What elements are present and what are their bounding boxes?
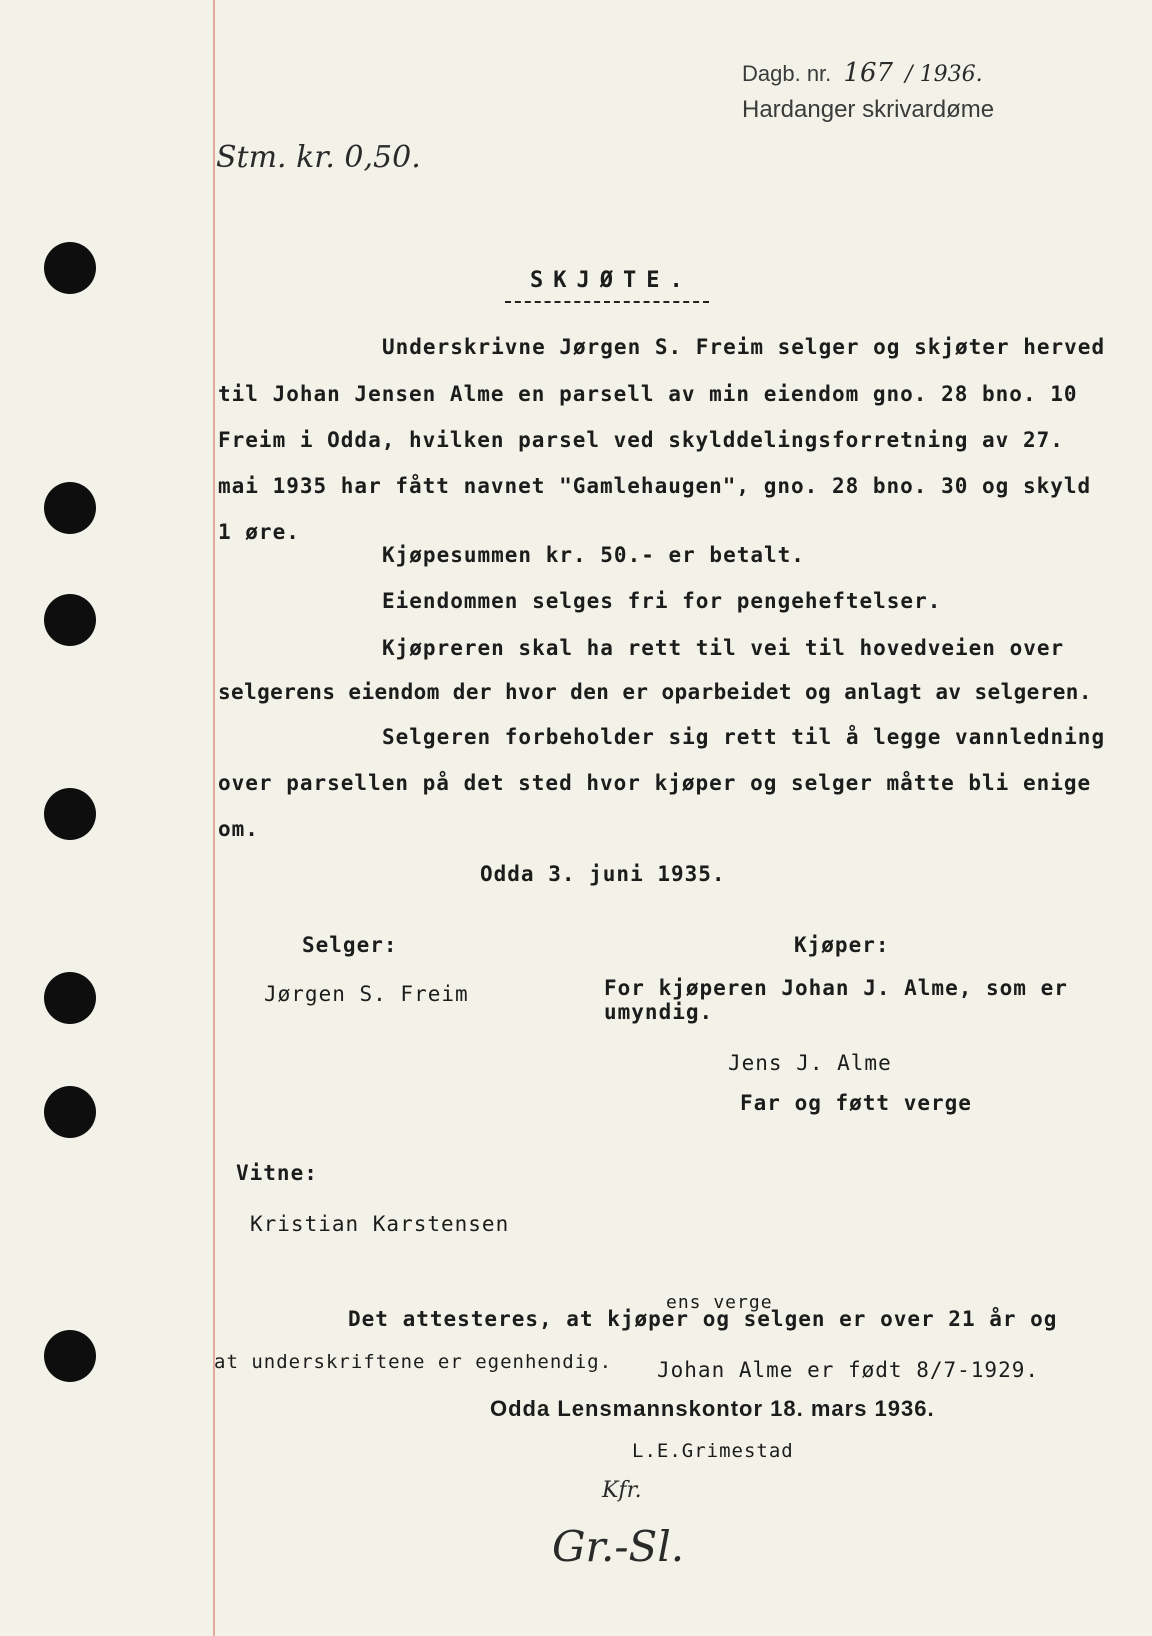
body-line: Eiendommen selges fri for pengeheftelser. xyxy=(382,589,942,613)
punch-hole xyxy=(44,788,96,840)
buyer-label: Kjøper: xyxy=(794,933,890,957)
dagbok-stamp xyxy=(742,58,983,88)
dagbok-number: 167 xyxy=(843,58,894,88)
body-line: til Johan Jensen Alme en parsell av min eiendom gno. 28 bno. 10 xyxy=(218,382,1078,406)
buyer-line: umyndig. xyxy=(604,1000,714,1024)
body-line: 1 øre. xyxy=(218,520,300,544)
dagbok-year: / 1936. xyxy=(905,62,983,87)
seller-name: Jørgen S. Freim xyxy=(264,982,469,1006)
attestation-note: Johan Alme er født 8/7-1929. xyxy=(657,1358,1040,1382)
body-line: over parsellen på det sted hvor kjøper og selger måtte bli enige xyxy=(218,771,1092,795)
seller-label: Selger: xyxy=(302,933,398,957)
handwritten-mark: Gr.-Sl. xyxy=(552,1522,685,1571)
place-date: Odda 3. juni 1935. xyxy=(480,862,726,886)
margin-line xyxy=(213,0,215,1636)
punch-hole xyxy=(44,1086,96,1138)
attestation-line: Det attesteres, at kjøper og selgen er over 21 år og xyxy=(348,1307,1058,1331)
body-line: mai 1935 har fått navnet "Gamlehaugen", gno. 28 bno. 30 og skyld xyxy=(218,474,1092,498)
title-underline xyxy=(505,301,709,303)
handwritten-initial: Kfr. xyxy=(602,1478,642,1503)
guardian-role: Far og føtt verge xyxy=(740,1091,972,1115)
body-line: Selgeren forbeholder sig rett til å legge vannledning xyxy=(382,725,1106,749)
body-line: Underskrivne Jørgen S. Freim selger og skjøter herved xyxy=(382,335,1106,359)
attestation-line: at underskriftene er egenhendig. xyxy=(214,1351,613,1373)
attestation-office-date: Odda Lensmannskontor 18. mars 1936. xyxy=(490,1396,935,1421)
dagbok-label: Dagb. nr. xyxy=(742,61,832,86)
buyer-line: For kjøperen Johan J. Alme, som er xyxy=(604,976,1068,1000)
punch-hole xyxy=(44,1330,96,1382)
body-line: Kjøpesummen kr. 50.- er betalt. xyxy=(382,543,805,567)
attestation-signature: L.E.Grimestad xyxy=(632,1440,794,1462)
body-line: Freim i Odda, hvilken parsel ved skylddelingsforretning av 27. xyxy=(218,428,1064,452)
body-line: Kjøpreren skal ha rett til vei til hovedveien over xyxy=(382,636,1065,660)
punch-hole xyxy=(44,482,96,534)
witness-name: Kristian Karstensen xyxy=(250,1212,510,1236)
body-line: selgerens eiendom der hvor den er oparbeidet og anlagt av selgeren. xyxy=(218,680,1092,704)
document-title: SKJØTE. xyxy=(530,268,693,293)
office-stamp: Hardanger skrivardøme xyxy=(742,96,995,123)
attestation-insert: ens verge xyxy=(666,1292,773,1313)
witness-label: Vitne: xyxy=(236,1161,318,1185)
body-line: om. xyxy=(218,817,259,841)
punch-hole xyxy=(44,972,96,1024)
fee-note: Stm. kr. 0,50. xyxy=(216,140,421,175)
punch-hole xyxy=(44,242,96,294)
punch-hole xyxy=(44,594,96,646)
guardian-name: Jens J. Alme xyxy=(728,1051,892,1075)
